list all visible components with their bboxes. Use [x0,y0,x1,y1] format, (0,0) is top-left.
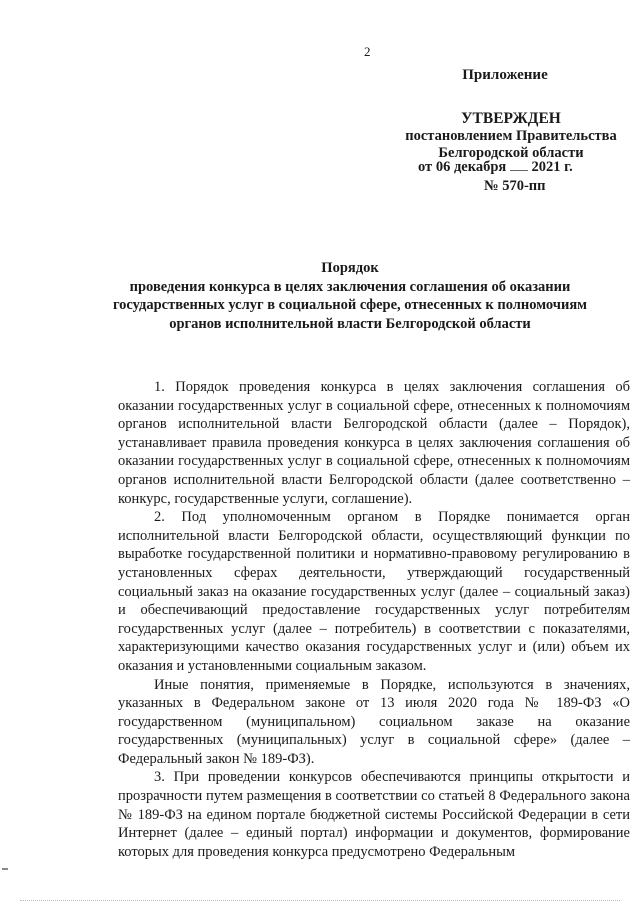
approval-date [418,159,573,176]
date-year: 2021 г. [531,159,573,175]
paragraph-1: 1. Порядок проведения конкурса в целях заключения соглашения об оказании государственных услуг в социальной сфере, отнесенных к полномочиям органов исполнительной власти Белгородской области (далее – Порядок), устанавливает правила проведения конкурса в целях заключения соглашения об оказании государственных услуг в социальной сфере, отнесенных к полномочиям органов исполнительной власти Белгородской области (далее соответственно – конкурс, государственные услуги, соглашение). [118,379,630,507]
approval-number [484,178,546,195]
paragraph-3: Иные понятия, применяемые в Порядке, используются в значениях, указанных в Федеральном законе от 13 июля 2020 года № 189-ФЗ «О государственном (муниципальном) социальном заказе на оказание государственных (муниципальных) услуг в социальной сфере» (далее – Федеральный закон № 189-ФЗ). [118,676,630,767]
scan-edge [20,900,620,902]
number-prefix: № [484,178,499,194]
page-number: 2 [364,44,371,59]
title-subtitle: проведения конкурса в целях заключения соглашения об оказании государственных услуг в социальной сфере, отнесенных к полномочиям органов исполнительной власти Белгородской области [112,278,588,332]
approval-line-1: постановлением Правительства [405,128,617,144]
date-prefix: от [418,159,433,175]
title-heading: Порядок [321,260,379,276]
date-handwritten: 06 декабря [435,159,507,175]
document-title [110,259,590,333]
scan-mark [2,868,8,870]
approval-line-2: Белгородской области [438,145,584,161]
paragraph-4: 3. При проведении конкурсов обеспечиваются принципы открытости и прозрачности путем размещения в соответствии со статьей 8 Федерального закона № 189-ФЗ на едином портале бюджетной системы Российской Федерации в сети Интернет (далее – единый портал) информации и документов, формирование которых для проведения конкурса предусмотрено Федеральным [118,769,630,860]
appendix-label: Приложение [462,67,548,83]
approved-label: УТВЕРЖДЕН [461,110,561,127]
document-body [118,378,630,861]
paragraph-2: 2. Под уполномоченным органом в Порядке понимается орган исполнительной власти Белгородской области, осуществляющий функции по выработке государственной политики и нормативно-правовому регулированию в установленных сферах деятельности, утверждающий государственный социальный заказ на оказание государственных услуг (далее – социальный заказ) и обеспечивающий предоставление государственных услуг потребителям государственных услуг (далее – потребитель) в соответствии с показателями, характеризующими качество оказания государственных услуг и (или) объем их оказания и установленными социальным заказом. [118,509,630,674]
number-handwritten: 570-пп [502,178,546,194]
approval-block [392,110,630,162]
